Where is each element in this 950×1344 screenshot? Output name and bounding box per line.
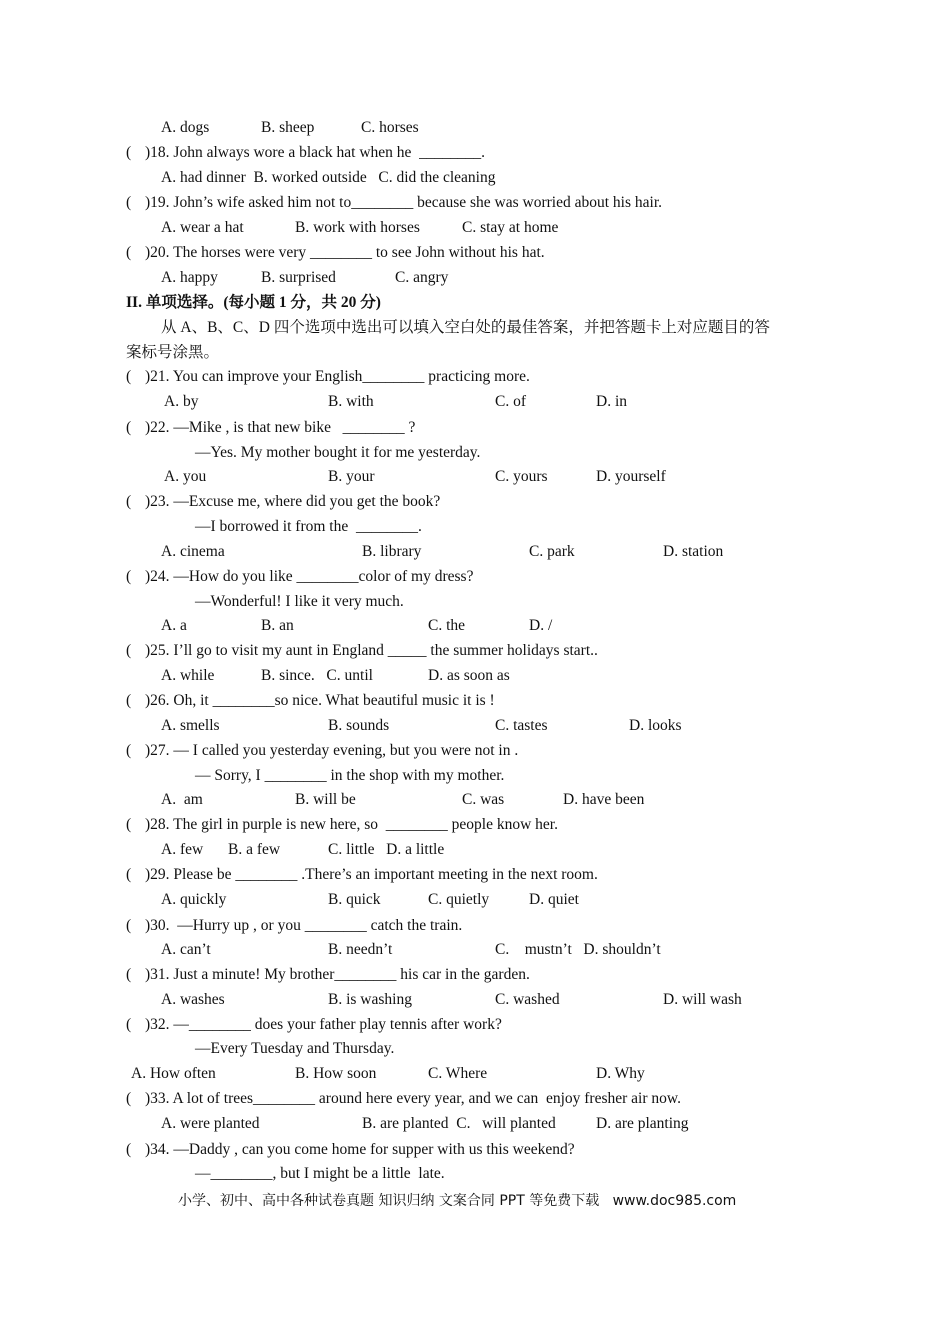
option-c: C. quietly	[428, 891, 490, 908]
option-d: D. as soon as	[428, 667, 510, 684]
option-c: C. park	[529, 543, 575, 560]
answer-paren: (	[126, 816, 132, 833]
question-stem: )21. You can improve your English________ practicing more.	[145, 368, 530, 385]
question-32-reply: —Every Tuesday and Thursday.	[195, 1040, 395, 1057]
option-b: B. sounds	[328, 717, 390, 734]
option-a: A. were planted	[161, 1115, 260, 1132]
option-c: C. horses	[361, 119, 419, 136]
option-a: A. cinema	[161, 543, 225, 560]
option-c: C. yours	[495, 468, 548, 485]
option-d: D. will wash	[663, 991, 742, 1008]
option-b: B. work with horses	[295, 219, 420, 236]
section-instruction: 从 A、B、C、D 四个选项中选出可以填入空白处的最佳答案，并把答题卡上对应题目的答	[161, 319, 770, 336]
answer-paren: (	[126, 1141, 132, 1158]
option-a: A. by	[164, 393, 199, 410]
option-a: A. few	[161, 841, 204, 858]
answer-paren: (	[126, 742, 132, 759]
question-stem: )30. —Hurry up , or you ________ catch the train.	[145, 917, 463, 934]
answer-paren: (	[126, 144, 132, 161]
option-b: B. a few	[228, 841, 281, 858]
option-a: A. happy	[161, 269, 218, 286]
question-stem: )27. — I called you yesterday evening, but you were not in .	[145, 742, 519, 759]
option-b: B. quick	[328, 891, 381, 908]
question-stem: )31. Just a minute! My brother________ his car in the garden.	[145, 966, 530, 983]
option-d: D. in	[596, 393, 627, 410]
option-c-d: C. little D. a little	[328, 841, 445, 858]
option-d: D. have been	[563, 791, 645, 808]
option-c: C. angry	[395, 269, 449, 286]
answer-paren: (	[126, 1016, 132, 1033]
option-d: D. /	[529, 617, 553, 634]
answer-paren: (	[126, 642, 132, 659]
option-a: A. a	[161, 617, 187, 634]
option-c: C. the	[428, 617, 466, 634]
question-stem: )19. John’s wife asked him not to________ because she was worried about his hair.	[145, 194, 663, 211]
answer-paren: (	[126, 493, 132, 510]
option-a: A. How often	[131, 1065, 216, 1082]
answer-paren: (	[126, 866, 132, 883]
answer-paren: (	[126, 194, 132, 211]
answer-paren: (	[126, 1090, 132, 1107]
option-d: D. are planting	[596, 1115, 689, 1132]
option-c: C. tastes	[495, 717, 548, 734]
question-27-reply: — Sorry, I ________ in the shop with my mother.	[195, 767, 505, 784]
question-stem: )18. John always wore a black hat when he ________.	[145, 144, 486, 161]
option-a: A. you	[164, 468, 207, 485]
answer-paren: (	[126, 966, 132, 983]
answer-paren: (	[126, 917, 132, 934]
question-stem: )33. A lot of trees________ around here every year, and we can enjoy fresher air now.	[145, 1090, 681, 1107]
option-c: C. stay at home	[462, 219, 559, 236]
option-b: B. your	[328, 468, 375, 485]
answer-paren: (	[126, 692, 132, 709]
question-stem: )28. The girl in purple is new here, so ________ people know her.	[145, 816, 558, 833]
page-footer: 小学、初中、高中各种试卷真题 知识归纳 文案合同 PPT 等免费下载 www.doc985.com	[178, 1193, 737, 1209]
option-a: A. smells	[161, 717, 220, 734]
option-b: B. How soon	[295, 1065, 377, 1082]
answer-paren: (	[126, 244, 132, 261]
section-instruction-cont: 案标号涂黑。	[126, 344, 220, 361]
options-inline: A. had dinner B. worked outside C. did the cleaning	[161, 169, 496, 186]
option-c: C. washed	[495, 991, 560, 1008]
answer-paren: (	[126, 419, 132, 436]
option-a: A. quickly	[161, 891, 227, 908]
option-a: A. washes	[161, 991, 225, 1008]
question-23-reply: —I borrowed it from the ________.	[195, 518, 422, 535]
question-stem: )22. —Mike , is that new bike ________ ?	[145, 419, 416, 436]
option-a: A. wear a hat	[161, 219, 244, 236]
answer-paren: (	[126, 368, 132, 385]
option-b: B. needn’t	[328, 941, 393, 958]
question-stem: )32. —________ does your father play tennis after work?	[145, 1016, 502, 1033]
option-b: B. sheep	[261, 119, 315, 136]
option-b: B. surprised	[261, 269, 336, 286]
question-stem: )26. Oh, it ________so nice. What beautiful music it is !	[145, 692, 495, 709]
option-d: D. yourself	[596, 468, 666, 485]
option-b-c: B. since. C. until	[261, 667, 373, 684]
option-c: C. was	[462, 791, 505, 808]
question-22-reply: —Yes. My mother bought it for me yesterday.	[195, 444, 481, 461]
option-b: B. with	[328, 393, 374, 410]
option-c-d: C. mustn’t D. shouldn’t	[495, 941, 661, 958]
option-a: A. dogs	[161, 119, 210, 136]
option-b-c: B. are planted C. will planted	[362, 1115, 556, 1132]
option-d: D. Why	[596, 1065, 645, 1082]
question-stem: )24. —How do you like ________color of my dress?	[145, 568, 474, 585]
question-34-reply: —________, but I might be a little late.	[195, 1165, 445, 1182]
answer-paren: (	[126, 568, 132, 585]
option-a: A. while	[161, 667, 215, 684]
option-b: B. an	[261, 617, 294, 634]
option-b: B. will be	[295, 791, 356, 808]
question-stem: )20. The horses were very ________ to see John without his hat.	[145, 244, 545, 261]
question-stem: )25. I’ll go to visit my aunt in England _____ the summer holidays start..	[145, 642, 598, 659]
option-c: C. Where	[428, 1065, 488, 1082]
question-24-reply: —Wonderful! I like it very much.	[195, 593, 404, 610]
question-stem: )34. —Daddy , can you come home for supper with us this weekend?	[145, 1141, 575, 1158]
section-heading: II. 单项选择。(每小题 1 分，共 20 分)	[126, 294, 381, 311]
option-d: D. quiet	[529, 891, 579, 908]
option-a: A. am	[161, 791, 203, 808]
option-d: D. station	[663, 543, 724, 560]
option-d: D. looks	[629, 717, 682, 734]
option-c: C. of	[495, 393, 526, 410]
option-b: B. library	[362, 543, 422, 560]
question-stem: )23. —Excuse me, where did you get the book?	[145, 493, 441, 510]
option-b: B. is washing	[328, 991, 412, 1008]
option-a: A. can’t	[161, 941, 211, 958]
question-stem: )29. Please be ________ .There’s an important meeting in the next room.	[145, 866, 598, 883]
